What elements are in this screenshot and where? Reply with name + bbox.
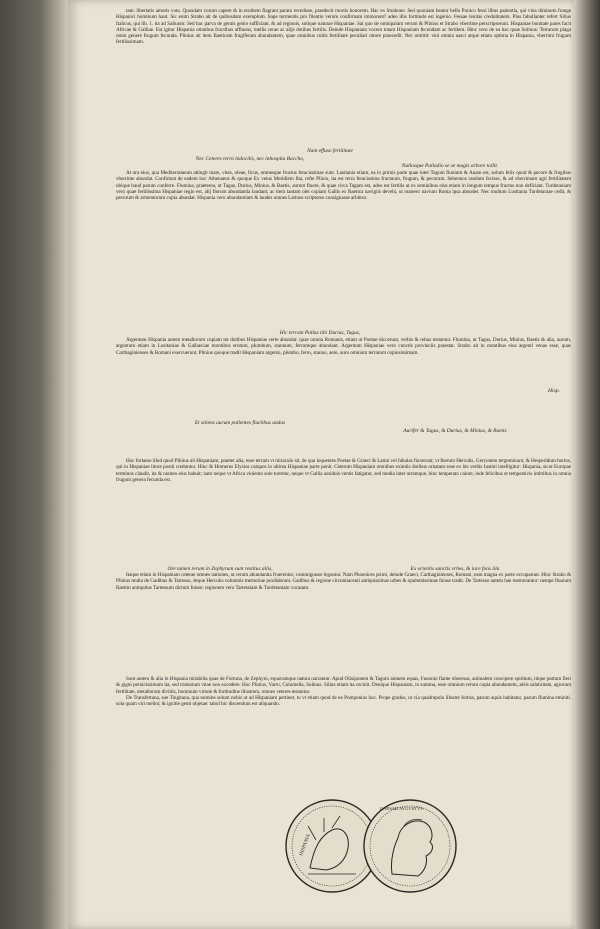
book-gutter [0,0,68,929]
paragraph-1: tam. libertatis amoris vota. Quosdam vorum capere & in eruthem flagrant parato recedisse, praedecit mortis honorem. Hac ex Strabone. Sed quoniam beatur bello Punico fessi illius patientia, qui vina diminuto frange Hispanici hominum haut. Sic enim Strabo ait de quibusdam exemplum. Sape tormentis pro filentio verum confirmam immorent? adeo illis fortitudo est ingenio. Fessae lenitas credulitatem. Plus fabullanter refert Silius Italicus, qui lib. 1. ita ad Saliuum: Sed hac parva de gentis genio sufficiant. & ad regionis, solique naturae Hispaniae. Sal quo de omnipalam verum & Plinius et Strabo vberrime perscripserunt. Hispaniae bonitate pares facit Africae & Galliae. Est igitur Hispania omnibus fructibus affluens, mellis cerae ac alijs dotibus fertilis. Deinde Hispaniam vocem totam Hispaniam fecundam ac fertilem. Hinc vero de ea hac quae Solinus: Terrarum plaga omni genere frugum fecunda. Plinius ait item Baeticam frugiferam abundantem, quae omnibus cultis fertilitate peculiari nitore praecedit. Nec omittit: vini omnia nasci atque etiam optima in Hispania, vberrimi frugum fertilissimam. [116,8,571,46]
coin-left-legend: HISPANIA [299,833,312,857]
paragraph-4: Hoc fortasse illud quod Plinius ait Hispaniam, praeter alia, esse terram vt miraculo sit, de qua loquentes Poetae & Graeci & Latini vel fabulas finxerunt; vt Iberum Herculis, Geryonem tergeminum; & Hesperidum hortos, qui in Hispaniae litore positi creduntur. Hinc & Homerus Elysios campos in ultima Hispaniae parte ponit. Ceterum Hispaniam omnibus eximiis dotibus ornatam esse ex his verbis Iustini intelligitur: Hispania, sicut Europae terminos claudit, ita & nomen eius habuit; nam neque vt Africa violento sole torretur, neque vt Gallia assiduis ventis fatigatur, sed media inter utramque, hinc temperato calore, inde felicibus et tempestivis imbribus in omnia frugum genera fecunda est. [116,458,571,483]
margin-note: Hisp. [548,388,560,394]
verse-line-3: Nullosque Palladio se se magis arbore tollit. [401,163,499,169]
coin-right-legend: CAESAR AVGVSTVS [380,806,423,811]
verse-line-4: Hic terram Pallas tibi Durias, Tagus, [279,330,361,336]
verse-line-2: Nec Ceteres terra indocilis, nec inhospita Baccho, [195,156,305,162]
paragraph-6: Sunt autem & alia in Hispania mirabilia quae de Fortuna, de Zephyro, equorumque natura narrantur. Apud Olisiponem & Tagum amnem equas, Fauonio flante obuersas, animalem concipere spiritum, idque partum fieri & gigni pernicissimum ita, sed triennium vitae non excedere. Hoc Plinius, Varro, Columella, Solinus. Silius etiam ita cecinit. Denique Hispaniam, in summa, esse omnium rerum copia abundantem, aëris salubritate, agrorum fertilitate, metallorum divitiis, hominum virtute & fortitudine illustrem, omnes veteres testantur. De Transfertana, sue Tingitana, qua nomine solum nobis ut ad Hispaniam pertinet, tu vt etiam quod de ea Pomponius hoc. Prope gradus, ut via quadrupulo illustre fortiss, parum aquis habitatur, parum flumina eminiti. sola quam viri melior, & ignitie genti objetae: tabul hic discendum est aliquando. [116,676,571,708]
verse-line-6: Aurifer & Tagus, & Durius, & Minius, & Baetis [403,428,507,434]
coin-illustration [280,790,460,902]
coin-reverse [364,800,456,892]
page-edge [574,0,600,929]
paragraph-3: Argentum Hispania autem metallorum copiam tot dotibus Hispaniae certe abundat: quae omnia Romanis, etiam ut Poetae diccerunt, verbis & rebus testantur. Flumina, ut Tagus, Durius, Minius, Baetis & alia, aurum, argentum etiam in Lusitaniae & Gallaeciae montibus erutum, plumbum, stannum, ferrumque abundant. Argentum Hispaniae vero cunctis provinciis praestat. Strabo ait in montibus eius argenti venas esse, quas Carthaginienses & Romani exercuerunt. Plinius quoque tradit Hispaniam argento, plumbo, ferro, stanno, aere, auro omnium terrarum copiosissimam. [116,337,571,356]
verse-line-5: Et sitiens aurum pallentes fluctibus undas [194,420,286,426]
verse-line-1: Nam effuso fertilitate [307,148,353,154]
paragraph-2: At ora eius, qua Mediterraneum attingit mare, vites, oleae, ficus, omnesque fructus feracissimae sunt. Lusitania etiam, ea in primis parte quae inter Tagum fluuium & Anam est, solum felix quod & pecore & frugibus vberrime abundat. Confirmat de eadem hoc Athenaeus & quoque Ex vetus Meridiem fita, refte Plinio, ita est terra feracissima fructuum, frugum, & pecorum. Sebennos randum fecisse, & ad vberrimam agri fertilitatem ubique haud parum conferre. Flumina, praeterea, ut Tagus, Durius, Minius, & Baetis, aurum fluere, & quae circa Tagum est, adeo est fertilis ut ex seminibus eius etiam in longum tempus fructus non deficiant. Turdetaniam vero quae fertilissima Hispaniae regio est, alij florum abundantia laudant; ac item tantam olei copiam Gallis ex Baetica navigiis devehi, ut numero navium Roma ipsa abundet. Nec multum Lusitania Turdetaniae cedit, & pecorum & armentorum copia abundat. Hispania vero abundantiam & laudes omnes Latinos scriptores consignasse arbitror. [116,170,571,202]
paragraph-5: Itaque etiam in Hispaniam ceterae omnes nationes, ut rerum abundantia fruerentur, commigrasse leguntur. Nam Phoenices primi, deinde Graeci, Carthaginienses, Romani, eam magna ex parte occuparunt. Hinc Strabo & Plinius multa de Gadibus & Tartesso, deque Herculis columnis memoriae prodiderunt. Gadibus & regione circumiacenti antiquissimas urbes & opulentissimas fuisse tradit. De Tartesso autem hae memorantur: nempe fluuium Baetim antiquitus Tartessum dictum fuisse; regionem vero Tartessiam & Turdetaniam vocatam. [116,572,571,591]
verse-line-7: Ore tamen rerum in Zephyrum sunt restitus aliis, [167,566,273,572]
closing-paragraph: De Transfertana, sue Tingitana, qua nomine solum nobis ut ad Hispaniam pertinet, tu vt etiam quod de ea Pomponius hoc. Prope gradus, ut via quadrupulo illustre fortiss, parum aquis habitatur, parum flumina eminiti. sola quam viri melior, & ignitie genti objetae: tabul hic discendum est aliquando. [116,694,571,708]
verse-line-8: Ex orientis sanctis vrbes, & iace fons illa [410,566,500,572]
